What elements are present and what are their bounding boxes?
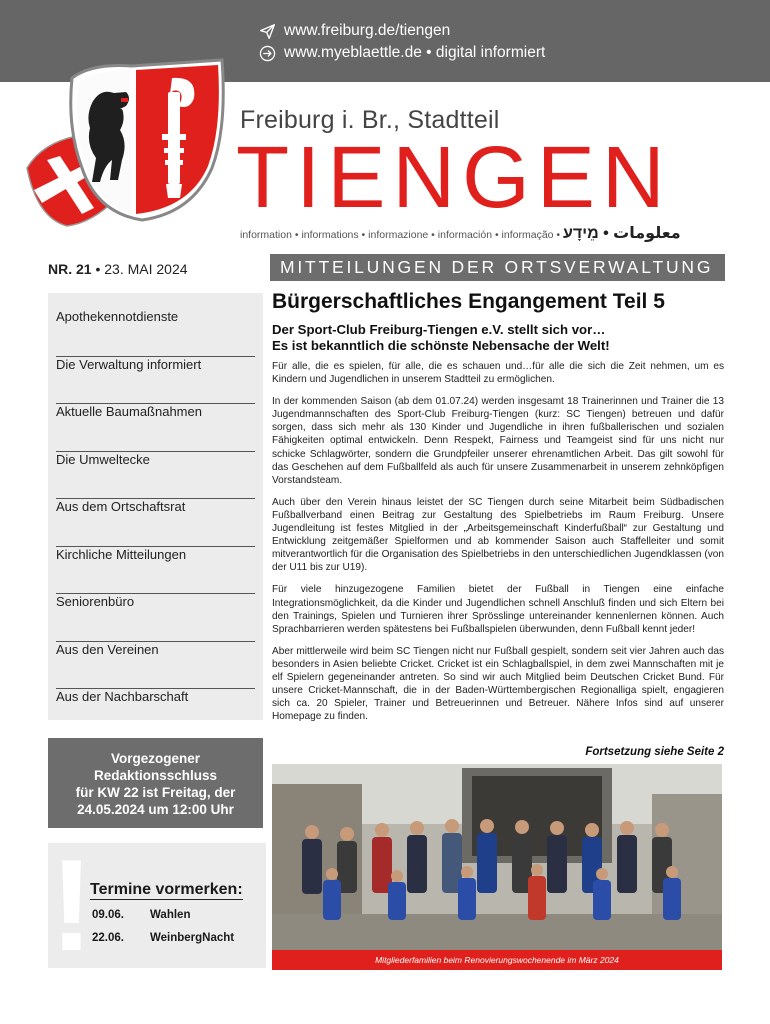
- subhead-line: Es ist bekanntlich die schönste Nebensache der Welt!: [272, 338, 610, 353]
- event-label: Wahlen: [150, 909, 191, 921]
- toc-item[interactable]: Aktuelle Baumaßnahmen: [56, 404, 255, 452]
- toc-item[interactable]: Aus der Nachbarschaft: [56, 689, 189, 704]
- photo-caption: Mitgliederfamilien beim Renovierungswochenende im März 2024: [272, 950, 722, 970]
- toc-item[interactable]: Aus den Vereinen: [56, 642, 255, 690]
- deadline-line: für KW 22 ist Freitag, der: [75, 785, 236, 800]
- article-paragraph: Für alle, die es spielen, für alle, die es schauen und…für alle die sich die Zeit nehmen, um es Kindern und Jugendlichen in unserem Stadtteil zu ermöglichen.: [272, 361, 724, 386]
- website-link-row[interactable]: [258, 20, 545, 42]
- paper-plane-icon: [258, 22, 276, 40]
- subhead-line: Der Sport-Club Freiburg-Tiengen e.V. stellt sich vor…: [272, 322, 606, 337]
- group-photo: [272, 764, 722, 950]
- languages-text: information • informations • informazione • información • informação •: [240, 229, 561, 241]
- deadline-line: Redaktionsschluss: [93, 768, 218, 783]
- coat-of-arms-logo: [22, 48, 237, 228]
- toc-item[interactable]: Seniorenbüro: [56, 594, 255, 642]
- toc-item[interactable]: Die Umweltecke: [56, 452, 255, 500]
- eblaettle-link[interactable]: www.myeblaettle.de • digital informiert: [284, 44, 546, 61]
- event-date: 09.06.: [92, 909, 124, 921]
- section-title: MITTEILUNGEN DER ORTSVERWALTUNG: [270, 254, 725, 281]
- toc-item[interactable]: Apothekennotdienste: [56, 309, 255, 357]
- deadline-line: Vorgezogener: [110, 751, 200, 766]
- article-paragraph: Aber mittlerweile wird beim SC Tiengen nicht nur Fußball gespielt, sondern seit vier Jahren auch das besonders in Asien beliebte Cricket. Cricket ist ein Schlagballspiel, in dem zwei Mannschaften mit je elf Spielern gegeneinander antreten. So sind wir auch Mitglied beim Deutschen Cricket Bund. Für unsere Cricket-Mannschaft, die in der Baden-Württembergischen Regionalliga spielt, engagieren sich ca. 20 Spieler, Trainer und Betreuerinnen und Betreuer. Nähere Infos sind auf unserer Homepage zu finden.: [272, 645, 724, 723]
- issue-date: • 23. MAI 2024: [91, 261, 188, 277]
- masthead-subtitle: Freiburg i. Br., Stadtteil: [240, 106, 500, 134]
- arrow-circle-icon: [258, 44, 276, 62]
- website-link[interactable]: www.freiburg.de/tiengen: [284, 22, 451, 39]
- article-subhead: [272, 322, 724, 354]
- article-paragraph: Für viele hinzugezogene Familien bietet der Fußball in Tiengen eine einfache Integrationsmöglichkeit, da die Kinder und Jugendlichen schnell Anschluß finden und sich Eltern bei den Trainings, Spielen und Turnieren ihrer Sprösslinge untereinander kennenlernen können. Auch Sprachbarrieren werden spätestens bei Fußballspielen überwunden, denn Fußball kennt jeder!: [272, 584, 724, 635]
- toc-item[interactable]: Kirchliche Mitteilungen: [56, 547, 255, 595]
- table-of-contents: [48, 293, 263, 720]
- event-row: [92, 909, 190, 921]
- toc-item[interactable]: Aus dem Ortschaftsrat: [56, 499, 255, 547]
- deadline-line: 24.05.2024 um 12:00 Uhr: [77, 802, 234, 817]
- languages-extra: معلومات • מֵידָע: [563, 225, 681, 242]
- toc-item[interactable]: Die Verwaltung informiert: [56, 357, 255, 405]
- continued-note: Fortsetzung siehe Seite 2: [585, 746, 724, 758]
- languages-line: [240, 223, 681, 243]
- event-label: WeinbergNacht: [150, 932, 235, 944]
- article-paragraph: Auch über den Verein hinaus leistet der SC Tiengen durch seine Mitarbeit beim Südbadischen Fußballverband einen Beitrag zur Gestaltung des Spielbetriebs im Raum Freiburg. Unsere Jugendleitung ist festes Mitglied in der „Arbeitsgemeinschaft Kinderfußball“ zur Gestaltung und Entwicklung zeitgemäßer Spielformen und ab kommender Saison auch Staffelleiter und somit mitverantwortlich für die Organisation des Spielbetriebs in den unterschiedlichen Jugendklassen (von der U11 bis zur U19).: [272, 496, 724, 574]
- article-headline: Bürgerschaftliches Engangement Teil 5: [272, 290, 665, 313]
- masthead-title: TIENGEN: [236, 129, 672, 226]
- deadline-notice: [48, 738, 263, 828]
- header-links: [258, 20, 545, 64]
- article-paragraph: In der kommenden Saison (ab dem 01.07.24) werden insgesamt 18 Trainerinnen und Trainer die 13 Jugendmannschaften des Sport-Club Freiburg-Tiengen (kurz: SC Tiengen) betreuen und dafür sorgen, dass sich mehr als 130 Kinder und Jugendliche in ihren fußballerischen und sozialen Fähigkeiten optimal entwickeln. Denn Respekt, Fairness und Teamgeist sind für uns nicht nur schicke Schlagwörter, sondern die Grundpfeiler unserer ehrenamtlichen Arbeit. Das gilt sowohl für das Geschehen auf dem Fußballfeld als auch für unsere Zusammenarbeit in unserem zehnköpfigen Vorstandsteam.: [272, 396, 724, 486]
- article-body: [272, 360, 724, 732]
- event-date: 22.06.: [92, 932, 124, 944]
- event-row: [92, 932, 234, 944]
- events-title: Termine vormerken:: [90, 881, 243, 898]
- eblaettle-link-row[interactable]: [258, 42, 545, 64]
- exclamation-icon: !: [50, 843, 94, 968]
- issue-number: NR. 21: [48, 261, 92, 277]
- issue-info: [48, 261, 188, 277]
- events-box: [48, 843, 266, 968]
